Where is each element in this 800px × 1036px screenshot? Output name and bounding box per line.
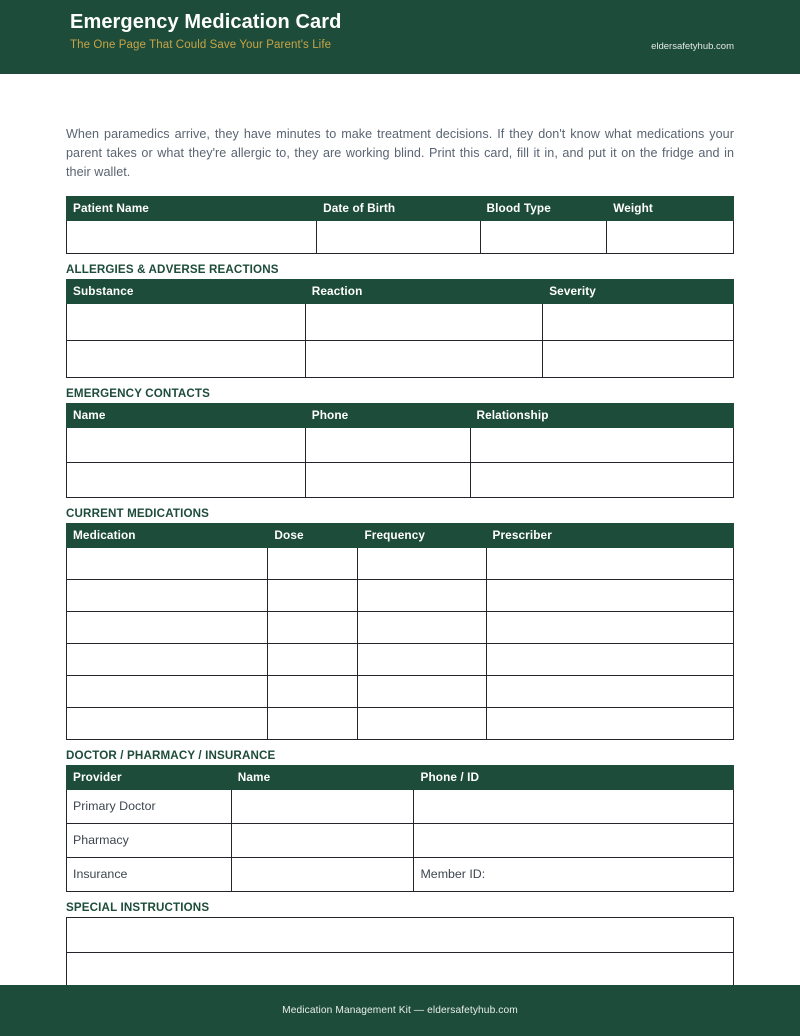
table-row	[67, 462, 734, 497]
table-row	[67, 789, 734, 823]
field-special-instructions-line-2[interactable]	[67, 952, 734, 987]
content-column	[66, 125, 734, 1032]
section-title-emergency-contacts: EMERGENCY CONTACTS	[66, 386, 210, 400]
field-medication-prescriber[interactable]	[486, 579, 733, 611]
field-contact-phone[interactable]	[305, 427, 470, 462]
table-header-row	[67, 279, 734, 303]
table-header-row	[67, 523, 734, 547]
field-medication-frequency[interactable]	[358, 707, 486, 739]
table-header-row	[67, 765, 734, 789]
field-medication-frequency[interactable]	[358, 547, 486, 579]
table-row	[67, 857, 734, 891]
field-pharmacy-phone[interactable]	[414, 823, 734, 857]
special-instructions-table	[66, 917, 734, 988]
table-row	[67, 823, 734, 857]
page-body	[0, 74, 800, 985]
page-footer-band	[0, 985, 800, 1036]
field-medication-dose[interactable]	[268, 675, 358, 707]
table-row	[67, 952, 734, 987]
field-contact-relationship[interactable]	[470, 462, 733, 497]
field-allergy-substance[interactable]	[67, 340, 306, 377]
page-subtitle: The One Page That Could Save Your Parent's Life	[70, 39, 332, 51]
field-blood-type[interactable]	[480, 220, 607, 253]
table-header-row	[67, 196, 734, 220]
column-header-medication: Medication	[67, 523, 268, 547]
column-header-blood-type: Blood Type	[480, 196, 607, 220]
table-row	[67, 303, 734, 340]
table-row	[67, 547, 734, 579]
column-header-dose: Dose	[268, 523, 358, 547]
field-allergy-severity[interactable]	[543, 340, 734, 377]
field-allergy-substance[interactable]	[67, 303, 306, 340]
page-header-band	[0, 0, 800, 74]
table-row	[67, 579, 734, 611]
emergency-contacts-table	[66, 403, 734, 498]
column-header-contact-name: Name	[67, 403, 306, 427]
field-medication-dose[interactable]	[268, 643, 358, 675]
field-pharmacy-name[interactable]	[231, 823, 414, 857]
label-pharmacy: Pharmacy	[67, 823, 232, 857]
column-header-reaction: Reaction	[305, 279, 542, 303]
table-header-row	[67, 403, 734, 427]
field-medication-prescriber[interactable]	[486, 675, 733, 707]
field-insurance-name[interactable]	[231, 857, 414, 891]
column-header-frequency: Frequency	[358, 523, 486, 547]
patient-info-table	[66, 196, 734, 254]
column-header-substance: Substance	[67, 279, 306, 303]
field-medication-dose[interactable]	[268, 611, 358, 643]
field-medication-dose[interactable]	[268, 579, 358, 611]
column-header-weight: Weight	[607, 196, 734, 220]
field-medication-prescriber[interactable]	[486, 707, 733, 739]
providers-table	[66, 765, 734, 892]
field-primary-doctor-phone[interactable]	[414, 789, 734, 823]
field-medication-frequency[interactable]	[358, 675, 486, 707]
table-row	[67, 427, 734, 462]
field-medication-prescriber[interactable]	[486, 611, 733, 643]
field-allergy-reaction[interactable]	[305, 340, 542, 377]
field-medication-name[interactable]	[67, 707, 268, 739]
field-medication-frequency[interactable]	[358, 643, 486, 675]
intro-paragraph: When paramedics arrive, they have minutes to make treatment decisions. If they don't know what medications your parent takes or what they're allergic to, they are working blind. Print this card, fill it in, and put it on the fridge and in their wallet.	[66, 127, 734, 179]
column-header-prescriber: Prescriber	[486, 523, 733, 547]
column-header-severity: Severity	[543, 279, 734, 303]
field-contact-name[interactable]	[67, 427, 306, 462]
field-medication-frequency[interactable]	[358, 579, 486, 611]
table-row	[67, 643, 734, 675]
label-insurance: Insurance	[67, 857, 232, 891]
field-medication-frequency[interactable]	[358, 611, 486, 643]
table-row	[67, 220, 734, 253]
column-header-provider: Provider	[67, 765, 232, 789]
column-header-provider-name: Name	[231, 765, 414, 789]
field-medication-prescriber[interactable]	[486, 547, 733, 579]
column-header-patient-name: Patient Name	[67, 196, 317, 220]
field-medication-dose[interactable]	[268, 547, 358, 579]
column-header-date-of-birth: Date of Birth	[317, 196, 480, 220]
field-special-instructions-line-1[interactable]	[67, 917, 734, 952]
field-medication-name[interactable]	[67, 611, 268, 643]
table-row	[67, 707, 734, 739]
page-title: Emergency Medication Card	[70, 11, 342, 33]
field-date-of-birth[interactable]	[317, 220, 480, 253]
field-insurance-member-id[interactable]: Member ID:	[414, 857, 734, 891]
field-primary-doctor-name[interactable]	[231, 789, 414, 823]
section-title-allergies: ALLERGIES & ADVERSE REACTIONS	[66, 262, 279, 276]
field-contact-name[interactable]	[67, 462, 306, 497]
table-row	[67, 675, 734, 707]
section-title-special-instructions: SPECIAL INSTRUCTIONS	[66, 900, 210, 914]
section-title-providers: DOCTOR / PHARMACY / INSURANCE	[66, 748, 276, 762]
field-medication-name[interactable]	[67, 547, 268, 579]
section-title-current-medications: CURRENT MEDICATIONS	[66, 506, 210, 520]
field-allergy-severity[interactable]	[543, 303, 734, 340]
field-medication-name[interactable]	[67, 675, 268, 707]
field-medication-dose[interactable]	[268, 707, 358, 739]
page-header-inner	[70, 0, 734, 74]
column-header-contact-relationship: Relationship	[470, 403, 733, 427]
field-weight[interactable]	[607, 220, 734, 253]
table-row	[67, 611, 734, 643]
field-allergy-reaction[interactable]	[305, 303, 542, 340]
field-medication-name[interactable]	[67, 579, 268, 611]
allergies-table	[66, 279, 734, 378]
field-medication-name[interactable]	[67, 643, 268, 675]
table-row	[67, 917, 734, 952]
label-primary-doctor: Primary Doctor	[67, 789, 232, 823]
field-medication-prescriber[interactable]	[486, 643, 733, 675]
current-medications-table	[66, 523, 734, 740]
field-patient-name[interactable]	[67, 220, 317, 253]
field-contact-phone[interactable]	[305, 462, 470, 497]
footer-text: Medication Management Kit — eldersafetyhub.com	[282, 1005, 518, 1016]
field-contact-relationship[interactable]	[470, 427, 733, 462]
column-header-contact-phone: Phone	[305, 403, 470, 427]
header-site-url: eldersafetyhub.com	[651, 41, 734, 52]
table-row	[67, 340, 734, 377]
column-header-provider-phone-id: Phone / ID	[414, 765, 734, 789]
